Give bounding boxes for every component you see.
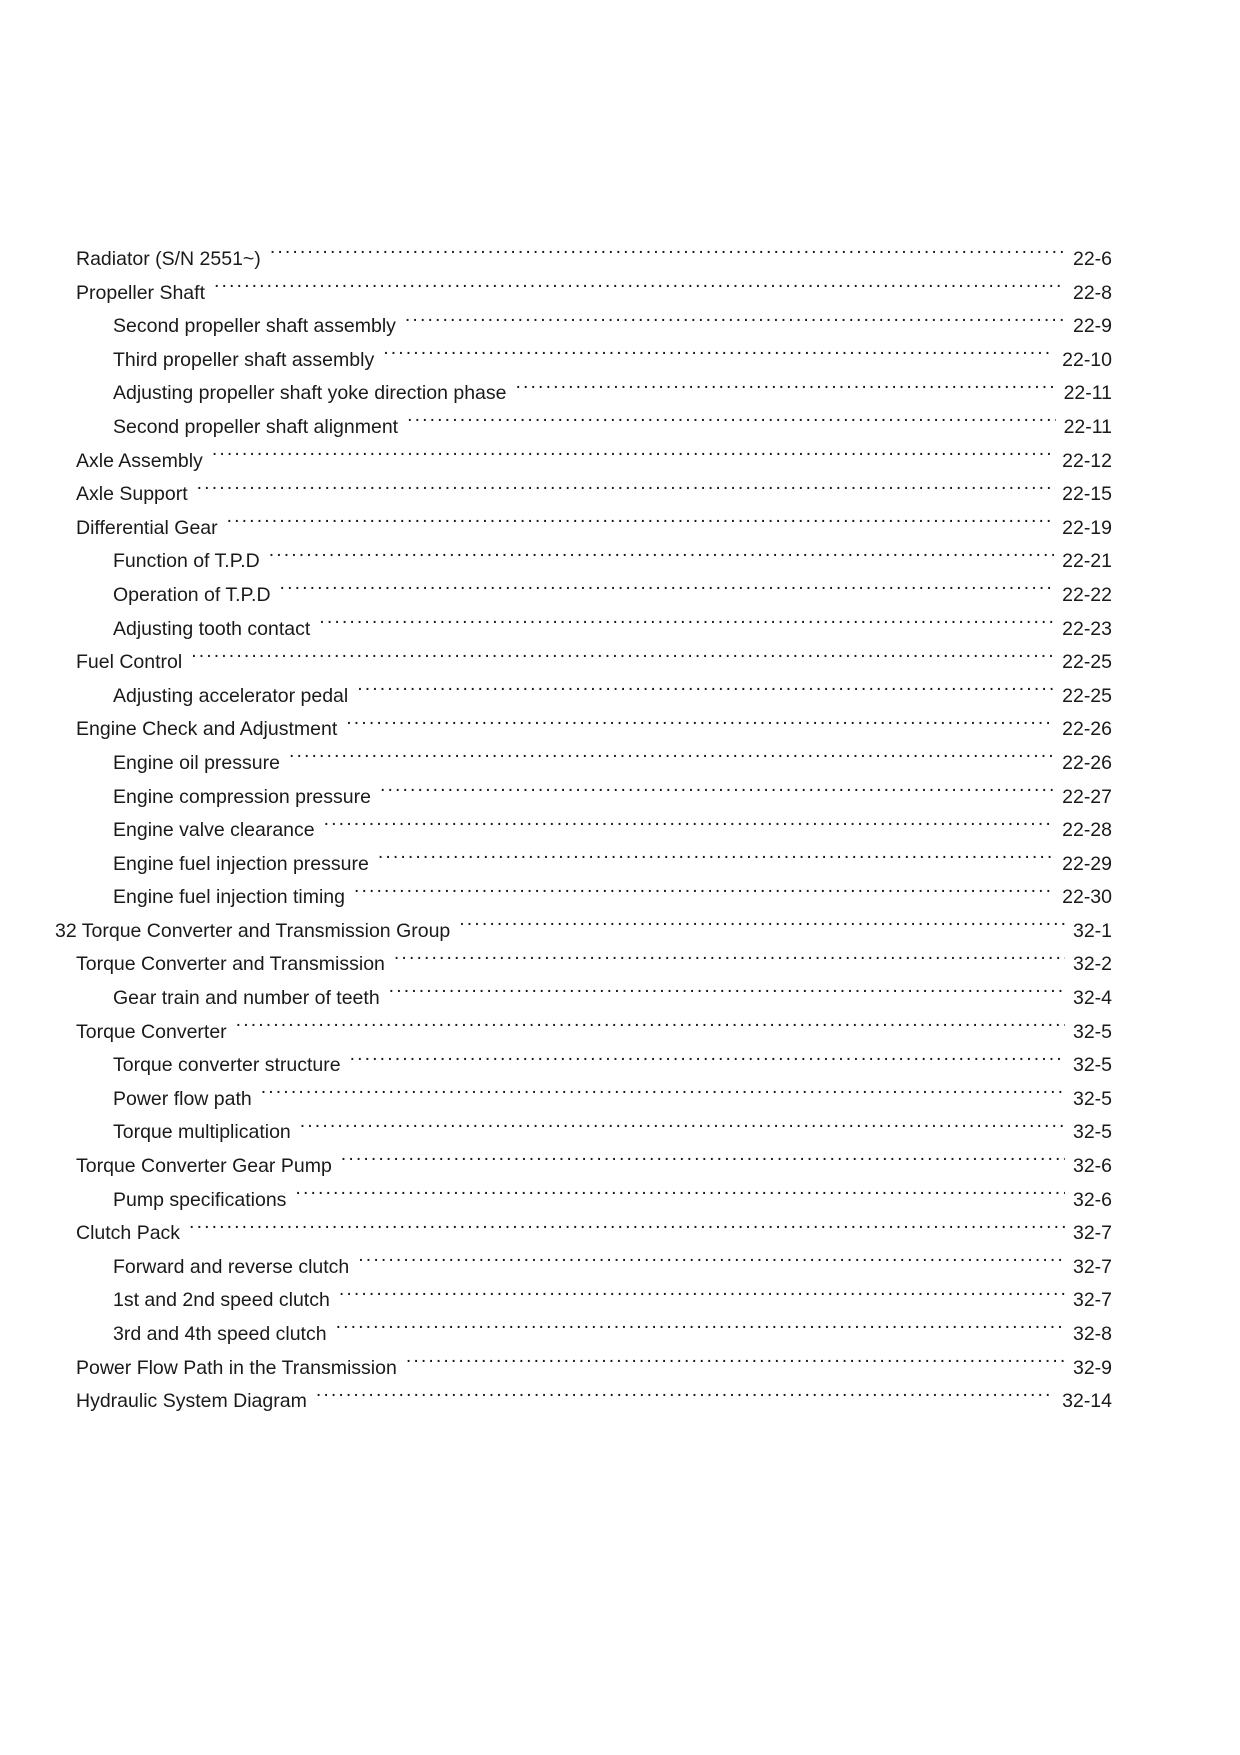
toc-entry-label: Torque Converter bbox=[76, 1020, 227, 1043]
toc-leader-dots bbox=[346, 716, 1054, 736]
toc-leader-dots bbox=[339, 1287, 1065, 1307]
toc-leader-dots bbox=[389, 985, 1065, 1005]
toc-entry[interactable] bbox=[0, 948, 1240, 982]
toc-entry-page-number: 32-5 bbox=[1072, 1087, 1112, 1110]
toc-entry-page-number: 32-14 bbox=[1062, 1390, 1112, 1413]
toc-entry[interactable] bbox=[0, 411, 1240, 445]
toc-entry-page-number: 32-1 bbox=[1072, 919, 1112, 942]
toc-entry-label: 3rd and 4th speed clutch bbox=[113, 1323, 327, 1345]
toc-entry[interactable] bbox=[0, 1217, 1240, 1251]
toc-leader-dots bbox=[394, 951, 1065, 971]
toc-entry-page-number: 32-7 bbox=[1072, 1222, 1112, 1245]
toc-entry-label: Torque converter structure bbox=[113, 1054, 341, 1077]
toc-leader-dots bbox=[405, 313, 1065, 333]
toc-entry-label: Differential Gear bbox=[76, 516, 218, 539]
toc-entry-page-number: 32-4 bbox=[1072, 987, 1112, 1010]
toc-entry-label: Engine fuel injection timing bbox=[113, 886, 345, 909]
toc-entry-label: Clutch Pack bbox=[76, 1222, 181, 1245]
toc-entry-label: Propeller Shaft bbox=[76, 281, 205, 304]
toc-leader-dots bbox=[350, 1052, 1065, 1072]
toc-entry[interactable] bbox=[0, 310, 1240, 344]
toc-entry[interactable] bbox=[0, 1016, 1240, 1050]
toc-entry-page-number: 22-29 bbox=[1062, 852, 1112, 875]
toc-leader-dots bbox=[406, 1354, 1065, 1374]
toc-entry-label: Forward and reverse clutch bbox=[113, 1255, 350, 1278]
toc-leader-dots bbox=[261, 1085, 1065, 1105]
toc-entry-label: Function of T.P.D bbox=[113, 550, 260, 573]
toc-leader-dots bbox=[227, 514, 1055, 534]
toc-entry-label: Operation of T.P.D bbox=[113, 583, 271, 606]
toc-entry[interactable] bbox=[0, 982, 1240, 1016]
toc-entry[interactable] bbox=[0, 1150, 1240, 1184]
toc-entry-page-number: 22-22 bbox=[1062, 583, 1112, 606]
toc-entry[interactable] bbox=[0, 1318, 1240, 1352]
toc-entry-label: Radiator (S/N 2551~) bbox=[76, 248, 261, 270]
toc-entry-label: Fuel Control bbox=[76, 651, 183, 674]
toc-entry-page-number: 32-8 bbox=[1072, 1323, 1112, 1345]
toc-leader-dots bbox=[516, 380, 1056, 400]
toc-leader-dots bbox=[300, 1119, 1065, 1139]
toc-entry-label: Torque Converter and Transmission bbox=[76, 953, 385, 976]
toc-entry-label: Engine oil pressure bbox=[113, 751, 280, 774]
toc-entry[interactable] bbox=[0, 344, 1240, 378]
toc-entry-page-number: 32-7 bbox=[1072, 1289, 1112, 1312]
toc-entry-label: Engine Check and Adjustment bbox=[76, 718, 338, 741]
toc-entry-page-number: 32-5 bbox=[1072, 1054, 1112, 1077]
toc-entry-page-number: 22-10 bbox=[1062, 348, 1112, 371]
toc-entry-label: Adjusting tooth contact bbox=[113, 617, 311, 640]
toc-entry-page-number: 22-12 bbox=[1062, 449, 1112, 472]
toc-entry[interactable] bbox=[0, 1116, 1240, 1150]
toc-entry-page-number: 32-7 bbox=[1072, 1255, 1112, 1278]
toc-entry-label: Engine fuel injection pressure bbox=[113, 852, 369, 875]
toc-entry-label: Power flow path bbox=[113, 1087, 252, 1110]
toc-leader-dots bbox=[358, 1253, 1065, 1273]
toc-entry-page-number: 22-25 bbox=[1062, 684, 1112, 707]
toc-entry[interactable] bbox=[0, 713, 1240, 747]
toc-entry-label: Axle Assembly bbox=[76, 449, 203, 472]
toc-leader-dots bbox=[269, 548, 1054, 568]
toc-entry[interactable] bbox=[0, 277, 1240, 311]
toc-leader-dots bbox=[295, 1186, 1065, 1206]
toc-entry[interactable] bbox=[0, 1049, 1240, 1083]
toc-entry-label: 32 Torque Converter and Transmission Group bbox=[55, 919, 451, 942]
toc-entry-page-number: 32-9 bbox=[1072, 1356, 1112, 1379]
toc-entry[interactable] bbox=[0, 243, 1240, 277]
toc-entry-label: Adjusting accelerator pedal bbox=[113, 684, 349, 707]
toc-entry[interactable] bbox=[0, 445, 1240, 479]
toc-entry[interactable] bbox=[0, 781, 1240, 815]
toc-entry-page-number: 22-19 bbox=[1062, 516, 1112, 539]
toc-entry-page-number: 22-15 bbox=[1062, 483, 1112, 506]
toc-leader-dots bbox=[197, 481, 1054, 501]
toc-entry[interactable] bbox=[0, 1083, 1240, 1117]
toc-entry-label: Engine valve clearance bbox=[113, 819, 315, 842]
toc-entry-page-number: 22-11 bbox=[1063, 382, 1112, 405]
toc-entry[interactable] bbox=[0, 646, 1240, 680]
table-of-contents bbox=[0, 243, 1240, 1419]
toc-leader-dots bbox=[236, 1018, 1065, 1038]
toc-leader-dots bbox=[289, 749, 1054, 769]
toc-entry-page-number: 22-8 bbox=[1072, 281, 1112, 304]
toc-entry-page-number: 22-28 bbox=[1062, 819, 1112, 842]
toc-entry-label: Engine compression pressure bbox=[113, 785, 371, 808]
toc-leader-dots bbox=[336, 1321, 1065, 1341]
toc-entry-page-number: 22-6 bbox=[1072, 248, 1112, 270]
toc-entry-page-number: 22-27 bbox=[1062, 785, 1112, 808]
toc-leader-dots bbox=[354, 884, 1054, 904]
toc-entry[interactable] bbox=[0, 1184, 1240, 1218]
toc-entry[interactable] bbox=[0, 377, 1240, 411]
toc-leader-dots bbox=[380, 783, 1054, 803]
toc-leader-dots bbox=[316, 1388, 1054, 1408]
toc-entry-page-number: 22-25 bbox=[1062, 651, 1112, 674]
toc-entry-label: Torque multiplication bbox=[113, 1121, 291, 1144]
toc-entry-page-number: 22-11 bbox=[1063, 415, 1112, 438]
toc-entry[interactable] bbox=[0, 1251, 1240, 1285]
toc-entry[interactable] bbox=[0, 915, 1240, 949]
toc-leader-dots bbox=[357, 682, 1054, 702]
toc-entry-page-number: 32-2 bbox=[1072, 953, 1112, 976]
toc-leader-dots bbox=[341, 1153, 1065, 1173]
toc-entry-label: Torque Converter Gear Pump bbox=[76, 1155, 332, 1178]
toc-entry-label: Third propeller shaft assembly bbox=[113, 348, 375, 371]
toc-leader-dots bbox=[191, 649, 1054, 669]
toc-entry-label: Power Flow Path in the Transmission bbox=[76, 1356, 397, 1379]
toc-leader-dots bbox=[383, 346, 1054, 366]
toc-entry-page-number: 22-30 bbox=[1062, 886, 1112, 909]
toc-entry[interactable] bbox=[0, 579, 1240, 613]
toc-leader-dots bbox=[214, 279, 1065, 299]
toc-entry-page-number: 22-26 bbox=[1062, 718, 1112, 741]
toc-leader-dots bbox=[270, 246, 1065, 266]
toc-leader-dots bbox=[212, 447, 1054, 467]
toc-entry-page-number: 32-5 bbox=[1072, 1121, 1112, 1144]
toc-leader-dots bbox=[280, 581, 1055, 601]
toc-entry[interactable] bbox=[0, 881, 1240, 915]
toc-entry[interactable] bbox=[0, 680, 1240, 714]
toc-entry[interactable] bbox=[0, 512, 1240, 546]
toc-entry-page-number: 22-9 bbox=[1072, 315, 1112, 338]
toc-entry-page-number: 32-6 bbox=[1072, 1188, 1112, 1211]
toc-entry-label: Pump specifications bbox=[113, 1188, 287, 1211]
toc-leader-dots bbox=[459, 917, 1065, 937]
toc-entry-label: Adjusting propeller shaft yoke direction phase bbox=[113, 382, 507, 405]
toc-entry[interactable] bbox=[0, 747, 1240, 781]
toc-entry[interactable] bbox=[0, 1352, 1240, 1386]
toc-entry-label: 1st and 2nd speed clutch bbox=[113, 1289, 330, 1312]
toc-entry-page-number: 32-6 bbox=[1072, 1155, 1112, 1178]
toc-entry-label: Second propeller shaft alignment bbox=[113, 415, 399, 438]
toc-entry-label: Hydraulic System Diagram bbox=[76, 1390, 307, 1413]
toc-entry[interactable] bbox=[0, 848, 1240, 882]
toc-leader-dots bbox=[378, 850, 1054, 870]
toc-entry[interactable] bbox=[0, 613, 1240, 647]
toc-entry-label: Axle Support bbox=[76, 483, 188, 506]
toc-leader-dots bbox=[407, 413, 1055, 433]
toc-entry-page-number: 22-21 bbox=[1062, 550, 1112, 573]
toc-entry-label: Second propeller shaft assembly bbox=[113, 315, 396, 338]
toc-entry-page-number: 22-26 bbox=[1062, 751, 1112, 774]
toc-entry-label: Gear train and number of teeth bbox=[113, 987, 380, 1010]
toc-entry[interactable] bbox=[0, 478, 1240, 512]
toc-leader-dots bbox=[189, 1220, 1065, 1240]
toc-entry[interactable] bbox=[0, 1385, 1240, 1419]
toc-entry-page-number: 32-5 bbox=[1072, 1020, 1112, 1043]
toc-leader-dots bbox=[324, 817, 1054, 837]
toc-entry[interactable] bbox=[0, 545, 1240, 579]
toc-entry[interactable] bbox=[0, 814, 1240, 848]
toc-entry[interactable] bbox=[0, 1284, 1240, 1318]
toc-entry-page-number: 22-23 bbox=[1062, 617, 1112, 640]
toc-leader-dots bbox=[319, 615, 1054, 635]
